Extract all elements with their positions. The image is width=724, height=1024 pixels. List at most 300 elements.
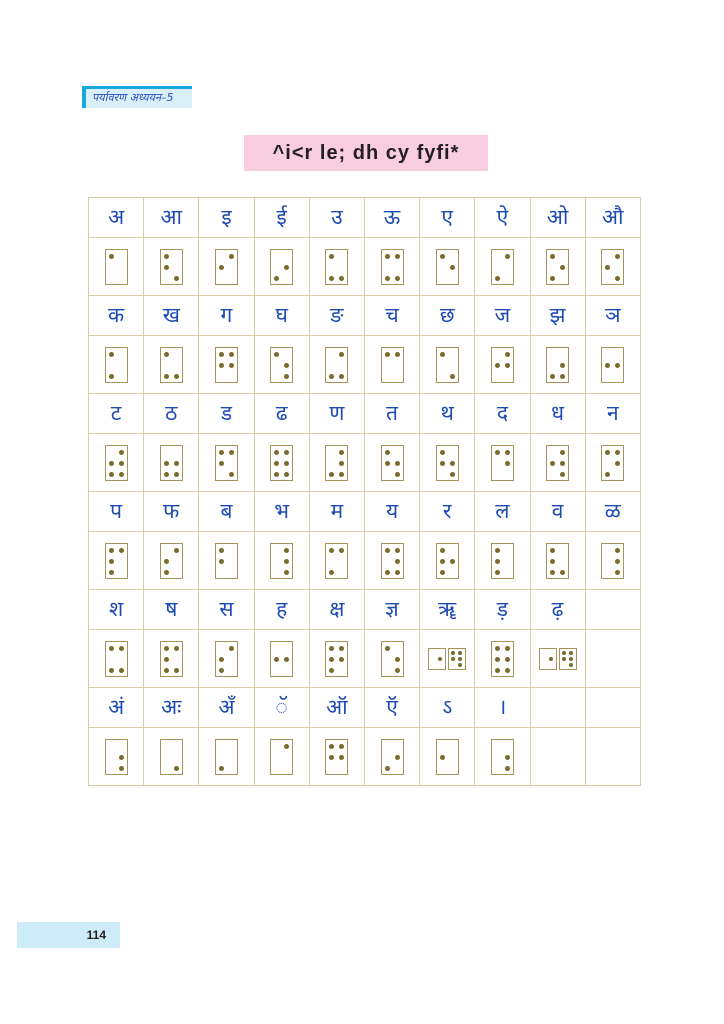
letter-cell [310,590,365,630]
braille-table-cell [199,630,254,688]
braille-cell [601,543,624,579]
devanagari-letter: ओ [546,205,569,229]
devanagari-letter: ङ [330,303,344,327]
braille-dot [174,668,179,673]
braille-table-cell [420,630,475,688]
braille-dot [164,657,169,662]
braille-dot [450,559,455,564]
letter-cell [586,394,641,434]
braille-table-cell [255,630,310,688]
braille-dot [284,374,289,379]
braille-table-cell [89,434,144,492]
braille-dot [284,450,289,455]
braille-dot [229,472,234,477]
braille-dot [164,254,169,259]
braille-dot [450,461,455,466]
braille-dot [329,548,334,553]
letter-cell [89,492,144,532]
braille-table-cell [310,728,365,786]
braille-dot [395,352,400,357]
braille-dot [615,548,620,553]
devanagari-letter: य [385,499,399,523]
letter-cell [475,198,530,238]
devanagari-letter: ल [495,499,510,523]
letter-cell [199,492,254,532]
braille-cell [270,347,293,383]
braille-dot [505,755,510,760]
braille-cell [160,641,183,677]
braille-dot [219,548,224,553]
letter-row [89,590,641,630]
braille-dot [219,450,224,455]
braille-dot [329,472,334,477]
braille-cell [325,739,348,775]
devanagari-letter: ड़ [496,597,509,621]
braille-dot [339,646,344,651]
devanagari-letter: ड [220,401,233,425]
braille-dot [550,254,555,259]
braille-table-cell [531,532,586,590]
braille-dot [119,548,124,553]
braille-dot [495,559,500,564]
braille-table-cell [420,532,475,590]
braille-dot [174,766,179,771]
braille-table-cell [89,336,144,394]
braille-dot [339,276,344,281]
letter-cell [420,198,475,238]
braille-dot [385,461,390,466]
braille-cell [105,543,128,579]
braille-dot [440,559,445,564]
braille-cell [215,249,238,285]
braille-cell [325,543,348,579]
braille-dot [109,374,114,379]
braille-table-cell [365,434,420,492]
braille-dot [274,657,279,662]
braille-dot [229,254,234,259]
braille-dot [395,548,400,553]
braille-dot [164,646,169,651]
devanagari-letter: उ [331,205,343,229]
letter-cell [586,492,641,532]
letter-cell [420,492,475,532]
braille-dot [615,570,620,575]
braille-cell [491,739,514,775]
letter-cell [365,198,420,238]
devanagari-letter: ज [494,303,511,327]
braille-dot [339,657,344,662]
braille-dot [119,450,124,455]
braille-dot [385,276,390,281]
braille-table-cell [89,532,144,590]
braille-table-cell [89,238,144,296]
braille-cell [215,641,238,677]
braille-cell [381,347,404,383]
devanagari-letter: ढ [275,401,288,425]
braille-dot [505,646,510,651]
braille-dot [615,559,620,564]
braille-dot [329,668,334,673]
devanagari-letter: फ [163,499,180,523]
braille-row [89,336,641,394]
braille-cell [381,543,404,579]
braille-table-cell [586,434,641,492]
braille-dot [174,276,179,281]
braille-dot [329,570,334,575]
letter-cell [531,590,586,630]
braille-dot [174,461,179,466]
letter-cell [144,590,199,630]
letter-cell [199,198,254,238]
devanagari-letter: म [330,499,344,523]
braille-table-cell [420,728,475,786]
braille-dot [395,657,400,662]
letter-cell [89,394,144,434]
braille-cell [381,739,404,775]
braille-row [89,434,641,492]
braille-table-cell [586,238,641,296]
braille-dot [615,276,620,281]
braille-dot [329,755,334,760]
devanagari-letter: ज्ञ [385,597,399,621]
braille-dot [495,668,500,673]
braille-cell [546,543,569,579]
letter-cell [255,296,310,336]
braille-dot [219,265,224,270]
braille-dot [450,374,455,379]
letter-cell [586,590,641,630]
letter-cell [255,198,310,238]
braille-dot [569,657,573,661]
braille-dot [164,461,169,466]
devanagari-letter: ए [441,205,454,229]
braille-dot [550,461,555,466]
devanagari-letter: स [219,597,234,621]
braille-cell [160,347,183,383]
title-box [244,135,488,171]
braille-dot [174,548,179,553]
devanagari-letter: अः [161,695,182,719]
letter-cell [531,198,586,238]
letter-cell [144,688,199,728]
letter-row [89,198,641,238]
braille-cell [381,641,404,677]
letter-cell [199,688,254,728]
braille-cell [491,445,514,481]
braille-dot [174,374,179,379]
braille-dot [560,461,565,466]
braille-dot [560,450,565,455]
braille-table-cell [531,728,586,786]
letter-cell [475,296,530,336]
braille-table-cell [531,336,586,394]
letter-cell [144,296,199,336]
page-number: 114 [86,928,106,942]
letter-cell [199,590,254,630]
braille-table-cell [365,238,420,296]
braille-cell [215,543,238,579]
braille-dot [438,657,442,661]
braille-dot [284,363,289,368]
devanagari-letter: अँ [218,695,235,719]
devanagari-letter: श [108,597,124,621]
braille-table-cell [199,434,254,492]
letter-cell [586,688,641,728]
braille-dot [458,663,462,667]
braille-cell [270,641,293,677]
braille-dot [505,766,510,771]
braille-dot [109,472,114,477]
braille-dot [560,265,565,270]
devanagari-letter: प [110,499,123,523]
braille-cell [491,249,514,285]
braille-table-cell [199,336,254,394]
braille-dot [605,472,610,477]
braille-cell [215,445,238,481]
braille-table-cell [475,630,530,688]
braille-dot [505,363,510,368]
braille-dot [385,766,390,771]
braille-row [89,532,641,590]
braille-dot [550,374,555,379]
braille-dot [284,265,289,270]
braille-dot [274,352,279,357]
letter-cell [365,688,420,728]
braille-dot [109,668,114,673]
braille-dot [284,570,289,575]
braille-dot [550,276,555,281]
braille-double-cell [539,648,577,670]
braille-table-cell [310,238,365,296]
letter-cell [420,296,475,336]
braille-dot [119,668,124,673]
braille-dot [458,657,462,661]
braille-cell [270,445,293,481]
braille-table-cell [365,336,420,394]
letter-cell [310,688,365,728]
braille-dot [274,450,279,455]
letter-cell [310,198,365,238]
header-tab [82,86,192,108]
braille-dot [284,744,289,749]
braille-dot [562,651,566,655]
braille-cell [325,347,348,383]
letter-cell [310,492,365,532]
braille-table-cell [586,336,641,394]
letter-cell [531,688,586,728]
letter-cell [586,198,641,238]
braille-row [89,728,641,786]
braille-table-cell [365,630,420,688]
braille-dot [284,559,289,564]
braille-cell [436,347,459,383]
letter-cell [365,492,420,532]
braille-dot [605,450,610,455]
braille-dot [339,548,344,553]
braille-table-cell [310,336,365,394]
letter-cell [531,394,586,434]
braille-dot [440,450,445,455]
braille-table-cell [531,238,586,296]
braille-table-cell [420,434,475,492]
letter-row [89,688,641,728]
braille-dot [119,461,124,466]
braille-dot [219,461,224,466]
devanagari-letter: ठ [165,401,178,425]
devanagari-letter: न [606,401,619,425]
braille-table-cell [144,238,199,296]
braille-cell [601,249,624,285]
braille-dot [339,461,344,466]
braille-dot [562,657,566,661]
braille-table-cell [199,728,254,786]
braille-cell [546,347,569,383]
braille-cell [448,648,466,670]
braille-cell [105,249,128,285]
braille-dot [229,646,234,651]
braille-cell [546,445,569,481]
braille-dot [219,559,224,564]
braille-dot [119,472,124,477]
braille-table-cell [531,434,586,492]
devanagari-letter: ळ [604,499,621,523]
braille-dot [284,657,289,662]
braille-dot [450,472,455,477]
braille-dot [560,472,565,477]
braille-dot [339,472,344,477]
devanagari-letter: ऑ [326,695,348,719]
letter-cell [144,492,199,532]
braille-cell [215,347,238,383]
devanagari-letter: ग [220,303,233,327]
braille-dot [569,651,573,655]
braille-cell [491,641,514,677]
letter-cell [420,688,475,728]
letter-cell [255,590,310,630]
braille-dot [550,559,555,564]
braille-dot [440,461,445,466]
braille-dot [450,265,455,270]
braille-cell [160,249,183,285]
braille-dot [395,570,400,575]
braille-table-cell [144,630,199,688]
letter-cell [144,198,199,238]
braille-dot [495,646,500,651]
devanagari-letter: ब [220,499,233,523]
braille-dot [385,548,390,553]
devanagari-letter: अ [108,205,125,229]
braille-dot [395,668,400,673]
braille-dot [119,646,124,651]
braille-table-cell [586,728,641,786]
braille-cell [105,347,128,383]
braille-dot [329,254,334,259]
braille-cell [160,543,183,579]
braille-dot [219,668,224,673]
letter-cell [89,198,144,238]
letter-cell [531,296,586,336]
braille-dot [274,276,279,281]
braille-dot [615,461,620,466]
braille-dot [385,570,390,575]
braille-dot [229,363,234,368]
braille-dot [440,254,445,259]
braille-dot [395,559,400,564]
braille-dot [495,363,500,368]
braille-cell [105,445,128,481]
devanagari-letter: घ [275,303,288,327]
letter-cell [89,296,144,336]
braille-dot [229,450,234,455]
braille-dot [505,254,510,259]
braille-table-cell [475,434,530,492]
letter-row [89,394,641,434]
braille-dot [451,651,455,655]
braille-table-cell [365,532,420,590]
braille-dot [560,374,565,379]
braille-table-cell [475,336,530,394]
braille-table-cell [365,728,420,786]
letter-cell [144,394,199,434]
letter-cell [420,590,475,630]
braille-dot [219,363,224,368]
devanagari-letter: छ [439,303,455,327]
letter-cell [255,394,310,434]
letter-cell [475,688,530,728]
braille-dot [505,450,510,455]
letter-cell [199,296,254,336]
page-title: ^i<r le; dh cy fyfi* [272,141,460,164]
devanagari-letter: ऽ [442,695,453,719]
braille-cell [381,249,404,285]
braille-dot [440,755,445,760]
braille-dot [329,646,334,651]
braille-dot [329,744,334,749]
braille-double-cell [428,648,466,670]
braille-dot [560,363,565,368]
letter-cell [255,688,310,728]
braille-cell [160,739,183,775]
braille-dot [219,657,224,662]
braille-dot [119,755,124,760]
braille-table-cell [420,336,475,394]
letter-cell [475,394,530,434]
braille-cell [270,739,293,775]
braille-cell [325,641,348,677]
braille-table-cell [475,238,530,296]
letter-cell [475,492,530,532]
braille-dot [329,374,334,379]
page-number-box [17,922,120,948]
devanagari-letter: ख [162,303,180,327]
braille-table-cell [255,728,310,786]
braille-dot [395,254,400,259]
braille-table-cell [144,728,199,786]
braille-dot [505,461,510,466]
devanagari-letter: व [551,499,564,523]
braille-row [89,238,641,296]
letter-cell [255,492,310,532]
braille-cell [436,249,459,285]
braille-dot [174,646,179,651]
braille-table-cell [475,728,530,786]
braille-cell [215,739,238,775]
braille-table-cell [420,238,475,296]
braille-table-cell [475,532,530,590]
braille-cell [325,445,348,481]
braille-dot [569,663,573,667]
braille-dot [164,559,169,564]
